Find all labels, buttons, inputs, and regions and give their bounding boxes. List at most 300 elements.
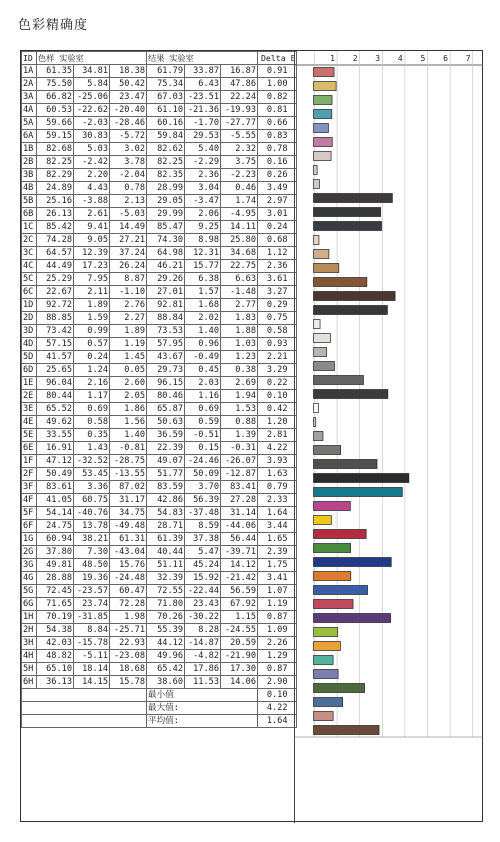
sample-lab-value: 59.66	[37, 117, 74, 130]
result-lab-value: 1.57	[185, 286, 221, 299]
result-lab-value: 38.60	[147, 676, 185, 689]
sample-lab-value: 44.49	[37, 260, 74, 273]
delta-e-bar	[314, 698, 343, 707]
sample-lab-value: 9.05	[74, 234, 110, 247]
result-lab-value: 37.38	[185, 533, 221, 546]
delta-e-bar	[314, 684, 365, 693]
sample-lab-value: 2.27	[110, 312, 147, 325]
result-lab-value: 51.77	[147, 468, 185, 481]
sample-lab-value: 71.65	[37, 598, 74, 611]
delta-e-bar	[314, 572, 351, 581]
sample-lab-value: -5.72	[110, 130, 147, 143]
patch-id: 3H	[22, 637, 37, 650]
delta-e-bar	[314, 194, 393, 203]
sample-lab-value: -25.06	[74, 91, 110, 104]
patch-id: 5F	[22, 507, 37, 520]
delta-e-bar	[314, 138, 333, 147]
sample-lab-value: 82.25	[37, 156, 74, 169]
result-lab-value: -22.44	[185, 585, 221, 598]
sample-lab-value: 13.78	[74, 520, 110, 533]
table-row	[22, 442, 297, 455]
result-lab-value: 50.63	[147, 416, 185, 429]
patch-id: 2D	[22, 312, 37, 325]
table-row	[22, 156, 297, 169]
sample-lab-value: 26.24	[110, 260, 147, 273]
delta-e-value: 3.61	[258, 273, 297, 286]
sample-lab-value: 0.99	[74, 325, 110, 338]
table-row	[22, 273, 297, 286]
table-row	[22, 65, 297, 78]
result-lab-value: 67.92	[221, 598, 258, 611]
result-lab-value: 9.25	[185, 221, 221, 234]
table-row	[22, 468, 297, 481]
header-delta-e: Delta E	[258, 52, 297, 65]
result-lab-value: 56.39	[185, 494, 221, 507]
result-lab-value: 45.24	[185, 559, 221, 572]
table-row	[22, 117, 297, 130]
sample-lab-value: 2.13	[110, 195, 147, 208]
patch-id: 6C	[22, 286, 37, 299]
result-lab-value: 50.09	[185, 468, 221, 481]
delta-e-bar	[314, 306, 388, 315]
sample-lab-value: 59.15	[37, 130, 74, 143]
sample-lab-value: 61.35	[37, 65, 74, 78]
patch-id: 1D	[22, 299, 37, 312]
sample-lab-value: 1.19	[110, 338, 147, 351]
delta-e-value: 3.29	[258, 364, 297, 377]
table-row	[22, 403, 297, 416]
sample-lab-value: -0.81	[110, 442, 147, 455]
x-tick-label: 4	[397, 54, 403, 63]
sample-lab-value: 18.38	[110, 65, 147, 78]
sample-lab-value: 14.49	[110, 221, 147, 234]
patch-id: 3B	[22, 169, 37, 182]
result-lab-value: 60.16	[147, 117, 185, 130]
delta-e-value: 1.19	[258, 598, 297, 611]
result-lab-value: -24.55	[221, 624, 258, 637]
summary-spacer	[22, 689, 147, 702]
result-lab-value: 92.81	[147, 299, 185, 312]
delta-e-value: 0.10	[258, 390, 297, 403]
result-lab-value: 51.11	[147, 559, 185, 572]
result-lab-value: 16.87	[221, 65, 258, 78]
sample-lab-value: -32.52	[74, 455, 110, 468]
result-lab-value: 1.53	[221, 403, 258, 416]
result-lab-value: -2.23	[221, 169, 258, 182]
sample-lab-value: -23.08	[110, 650, 147, 663]
patch-id: 3G	[22, 559, 37, 572]
patch-id: 4G	[22, 572, 37, 585]
delta-e-bar	[314, 96, 333, 105]
result-lab-value: 0.45	[185, 364, 221, 377]
sample-lab-value: 26.13	[37, 208, 74, 221]
sample-lab-value: 16.91	[37, 442, 74, 455]
result-lab-value: 73.53	[147, 325, 185, 338]
delta-e-bar	[314, 670, 339, 679]
delta-e-value: 0.68	[258, 234, 297, 247]
result-lab-value: 14.06	[221, 676, 258, 689]
result-lab-value: 44.12	[147, 637, 185, 650]
x-tick-label: 3	[375, 54, 381, 63]
table-row	[22, 377, 297, 390]
sample-lab-value: 0.05	[110, 364, 147, 377]
delta-e-bar	[314, 222, 382, 231]
result-lab-value: 0.96	[185, 338, 221, 351]
patch-id: 6B	[22, 208, 37, 221]
result-lab-value: -0.51	[185, 429, 221, 442]
result-lab-value: 8.28	[185, 624, 221, 637]
sample-lab-value: 37.80	[37, 546, 74, 559]
result-lab-value: 20.59	[221, 637, 258, 650]
result-lab-value: -0.31	[221, 442, 258, 455]
sample-lab-value: 24.75	[37, 520, 74, 533]
delta-e-bar	[314, 152, 332, 161]
table-row	[22, 598, 297, 611]
sample-lab-value: 53.45	[74, 468, 110, 481]
delta-e-value: 0.22	[258, 377, 297, 390]
delta-e-value: 0.75	[258, 312, 297, 325]
result-lab-value: -2.29	[185, 156, 221, 169]
patch-id: 1B	[22, 143, 37, 156]
sample-lab-value: 2.11	[74, 286, 110, 299]
result-lab-value: 29.53	[185, 130, 221, 143]
sample-lab-value: 2.05	[110, 390, 147, 403]
x-tick-label: 7	[465, 54, 471, 63]
delta-e-bar	[314, 250, 329, 259]
sample-lab-value: 3.02	[110, 143, 147, 156]
table-row	[22, 338, 297, 351]
result-lab-value: 1.94	[221, 390, 258, 403]
result-lab-value: 11.53	[185, 676, 221, 689]
sample-lab-value: 66.82	[37, 91, 74, 104]
delta-e-value: 1.00	[258, 78, 297, 91]
sample-lab-value: 60.47	[110, 585, 147, 598]
result-lab-value: -23.51	[185, 91, 221, 104]
result-lab-value: 17.30	[221, 663, 258, 676]
patch-id: 4C	[22, 260, 37, 273]
sample-lab-value: 3.78	[110, 156, 147, 169]
result-lab-value: 12.31	[185, 247, 221, 260]
result-lab-value: -21.90	[221, 650, 258, 663]
result-lab-value: 28.99	[147, 182, 185, 195]
sample-lab-value: -15.78	[74, 637, 110, 650]
sample-lab-value: 1.59	[74, 312, 110, 325]
patch-id: 6F	[22, 520, 37, 533]
result-lab-value: 55.39	[147, 624, 185, 637]
result-lab-value: 71.80	[147, 598, 185, 611]
sample-lab-value: 0.57	[74, 338, 110, 351]
sample-lab-value: 82.29	[37, 169, 74, 182]
result-lab-value: -3.47	[185, 195, 221, 208]
sample-lab-value: 49.81	[37, 559, 74, 572]
delta-e-value: 0.78	[258, 143, 297, 156]
result-lab-value: -26.07	[221, 455, 258, 468]
patch-id: 5B	[22, 195, 37, 208]
result-lab-value: -24.46	[185, 455, 221, 468]
result-lab-value: -44.06	[221, 520, 258, 533]
result-lab-value: 22.39	[147, 442, 185, 455]
result-lab-value: 59.84	[147, 130, 185, 143]
result-lab-value: 42.86	[147, 494, 185, 507]
result-lab-value: 85.47	[147, 221, 185, 234]
delta-e-value: 2.36	[258, 260, 297, 273]
table-header-row	[22, 52, 297, 65]
sample-lab-value: 2.20	[74, 169, 110, 182]
result-lab-value: 31.14	[221, 507, 258, 520]
sample-lab-value: 8.84	[74, 624, 110, 637]
result-lab-value: 57.95	[147, 338, 185, 351]
delta-e-bar	[314, 446, 341, 455]
sample-lab-value: 74.28	[37, 234, 74, 247]
x-tick-label: 1	[330, 54, 335, 63]
header-result-lab: 结果 实验室	[147, 52, 258, 65]
summary-value: 1.64	[258, 715, 297, 728]
delta-e-value: 0.87	[258, 611, 297, 624]
delta-e-bar	[314, 726, 380, 735]
result-lab-value: 88.84	[147, 312, 185, 325]
sample-lab-value: 1.86	[110, 403, 147, 416]
sample-lab-value: 1.24	[74, 364, 110, 377]
table-row	[22, 130, 297, 143]
result-lab-value: 49.07	[147, 455, 185, 468]
table-row	[22, 390, 297, 403]
delta-e-bar	[314, 600, 354, 609]
result-lab-value: 2.69	[221, 377, 258, 390]
table-row	[22, 533, 297, 546]
patch-id: 1E	[22, 377, 37, 390]
sample-lab-value: 31.17	[110, 494, 147, 507]
result-lab-value: 6.38	[185, 273, 221, 286]
page-title: 色彩精确度	[18, 18, 89, 33]
x-tick-label: 6	[443, 54, 448, 63]
delta-e-bar	[314, 376, 364, 385]
table-row	[22, 624, 297, 637]
result-lab-value: 83.59	[147, 481, 185, 494]
header-id: ID	[22, 52, 37, 65]
patch-id: 2G	[22, 546, 37, 559]
sample-lab-value: 0.69	[74, 403, 110, 416]
table-row	[22, 572, 297, 585]
result-lab-value: -39.71	[221, 546, 258, 559]
sample-lab-value: 87.02	[110, 481, 147, 494]
sample-lab-value: 57.15	[37, 338, 74, 351]
sample-lab-value: 48.50	[74, 559, 110, 572]
sample-lab-value: -13.55	[110, 468, 147, 481]
delta-e-value: 1.29	[258, 650, 297, 663]
result-lab-value: 2.32	[221, 143, 258, 156]
result-lab-value: 65.87	[147, 403, 185, 416]
sample-lab-value: 25.16	[37, 195, 74, 208]
result-lab-value: 2.77	[221, 299, 258, 312]
result-lab-value: 83.41	[221, 481, 258, 494]
patch-id: 2B	[22, 156, 37, 169]
result-lab-value: -4.95	[221, 208, 258, 221]
delta-e-value: 0.93	[258, 338, 297, 351]
delta-e-bar	[314, 82, 337, 91]
sample-lab-value: 75.50	[37, 78, 74, 91]
sample-lab-value: -22.62	[74, 104, 110, 117]
table-row	[22, 676, 297, 689]
result-lab-value: -21.36	[185, 104, 221, 117]
delta-e-bar	[314, 320, 321, 329]
x-tick-label: 2	[352, 54, 358, 63]
delta-e-value: 2.39	[258, 546, 297, 559]
delta-e-bar	[314, 180, 320, 189]
result-lab-value: 74.30	[147, 234, 185, 247]
delta-e-value: 0.66	[258, 117, 297, 130]
patch-id: 5A	[22, 117, 37, 130]
result-lab-value: 1.03	[221, 338, 258, 351]
table-row	[22, 143, 297, 156]
sample-lab-value: 54.14	[37, 507, 74, 520]
result-lab-value: 0.59	[185, 416, 221, 429]
result-lab-value: 82.25	[147, 156, 185, 169]
result-lab-value: 82.35	[147, 169, 185, 182]
delta-e-value: 0.29	[258, 299, 297, 312]
sample-lab-value: -49.48	[110, 520, 147, 533]
table-row	[22, 325, 297, 338]
result-lab-value: 40.44	[147, 546, 185, 559]
result-lab-value: 54.83	[147, 507, 185, 520]
sample-lab-value: 28.88	[37, 572, 74, 585]
sample-lab-value: 2.61	[74, 208, 110, 221]
delta-e-bar	[314, 124, 329, 133]
result-lab-value: 6.63	[221, 273, 258, 286]
result-lab-value: 22.24	[221, 91, 258, 104]
result-lab-value: 32.39	[147, 572, 185, 585]
patch-id: 5C	[22, 273, 37, 286]
sample-lab-value: 30.83	[74, 130, 110, 143]
delta-e-value: 1.09	[258, 624, 297, 637]
color-accuracy-sheet	[20, 50, 483, 822]
table-row	[22, 299, 297, 312]
table-row	[22, 169, 297, 182]
table-row	[22, 195, 297, 208]
delta-e-bar	[314, 586, 368, 595]
patch-id: 4B	[22, 182, 37, 195]
result-lab-value: 0.38	[221, 364, 258, 377]
table-row	[22, 260, 297, 273]
result-lab-value: 0.46	[221, 182, 258, 195]
patch-id: 4F	[22, 494, 37, 507]
delta-e-bar	[314, 502, 351, 511]
result-lab-value: 61.10	[147, 104, 185, 117]
sample-lab-value: -28.46	[110, 117, 147, 130]
result-lab-value: -0.49	[185, 351, 221, 364]
result-lab-value: -19.93	[221, 104, 258, 117]
sample-lab-value: 22.67	[37, 286, 74, 299]
patch-id: 2C	[22, 234, 37, 247]
patch-id: 4D	[22, 338, 37, 351]
sample-lab-value: -3.88	[74, 195, 110, 208]
sample-lab-value: -43.04	[110, 546, 147, 559]
sample-lab-value: 0.58	[74, 416, 110, 429]
result-lab-value: 96.15	[147, 377, 185, 390]
sample-lab-value: 19.36	[74, 572, 110, 585]
sample-lab-value: -5.11	[74, 650, 110, 663]
delta-e-value: 2.26	[258, 637, 297, 650]
result-lab-value: -5.55	[221, 130, 258, 143]
result-lab-value: 29.73	[147, 364, 185, 377]
sample-lab-value: 7.30	[74, 546, 110, 559]
sample-lab-value: 3.36	[74, 481, 110, 494]
result-lab-value: 72.55	[147, 585, 185, 598]
result-lab-value: 8.59	[185, 520, 221, 533]
patch-id: 4H	[22, 650, 37, 663]
delta-e-value: 2.81	[258, 429, 297, 442]
result-lab-value: 0.69	[185, 403, 221, 416]
patch-id: 1F	[22, 455, 37, 468]
sample-lab-value: 14.15	[74, 676, 110, 689]
table-row	[22, 364, 297, 377]
sample-lab-value: 5.84	[74, 78, 110, 91]
delta-e-value: 1.12	[258, 247, 297, 260]
delta-e-bar	[314, 628, 338, 637]
result-lab-value: 34.68	[221, 247, 258, 260]
delta-e-value: 3.01	[258, 208, 297, 221]
delta-e-value: 3.41	[258, 572, 297, 585]
patch-id: 3C	[22, 247, 37, 260]
result-lab-value: -27.77	[221, 117, 258, 130]
sample-lab-value: 15.76	[110, 559, 147, 572]
table-row	[22, 637, 297, 650]
delta-e-value: 0.91	[258, 65, 297, 78]
delta-e-value: 3.93	[258, 455, 297, 468]
summary-label: 平均值:	[147, 715, 258, 728]
patch-id: 4A	[22, 104, 37, 117]
sample-lab-value: 37.24	[110, 247, 147, 260]
delta-e-value: 2.33	[258, 494, 297, 507]
result-lab-value: 25.80	[221, 234, 258, 247]
delta-e-value: 4.22	[258, 442, 297, 455]
patch-id: 5D	[22, 351, 37, 364]
sample-lab-value: 83.61	[37, 481, 74, 494]
result-lab-value: -37.48	[185, 507, 221, 520]
patch-id: 5G	[22, 585, 37, 598]
sample-lab-value: 15.78	[110, 676, 147, 689]
table-row	[22, 182, 297, 195]
result-lab-value: 2.06	[185, 208, 221, 221]
sample-lab-value: 54.38	[37, 624, 74, 637]
result-lab-value: 1.23	[221, 351, 258, 364]
table-row	[22, 234, 297, 247]
result-lab-value: 47.86	[221, 78, 258, 91]
result-lab-value: 1.88	[221, 325, 258, 338]
table-row	[22, 520, 297, 533]
result-lab-value: 56.59	[221, 585, 258, 598]
result-lab-value: 2.36	[185, 169, 221, 182]
table-row	[22, 286, 297, 299]
result-lab-value: 0.88	[221, 416, 258, 429]
result-lab-value: 70.26	[147, 611, 185, 624]
sample-lab-value: 1.56	[110, 416, 147, 429]
table-row	[22, 585, 297, 598]
sample-lab-value: 9.41	[74, 221, 110, 234]
result-lab-value: 0.15	[185, 442, 221, 455]
delta-e-bar	[314, 110, 332, 119]
sample-lab-value: 18.68	[110, 663, 147, 676]
result-lab-value: 15.77	[185, 260, 221, 273]
result-lab-value: 1.74	[221, 195, 258, 208]
delta-e-bar	[314, 488, 403, 497]
result-lab-value: 1.15	[221, 611, 258, 624]
result-lab-value: 1.40	[185, 325, 221, 338]
sample-lab-value: -28.75	[110, 455, 147, 468]
table-row	[22, 221, 297, 234]
patch-id: 2H	[22, 624, 37, 637]
result-lab-value: 56.44	[221, 533, 258, 546]
summary-row	[22, 689, 297, 702]
